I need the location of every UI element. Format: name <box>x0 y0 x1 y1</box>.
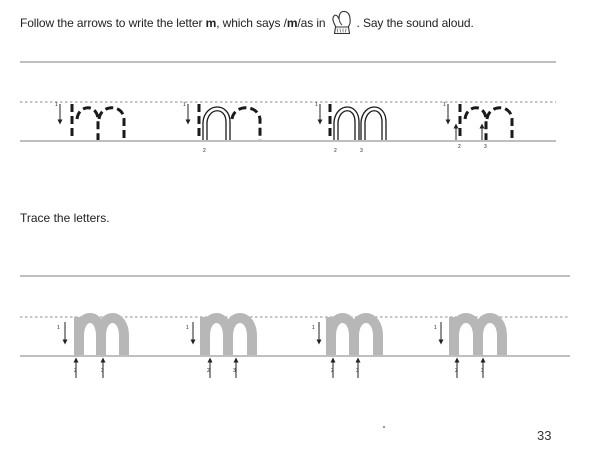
trace-letter-m-1 <box>57 317 124 378</box>
stroke-number-1: 1 <box>183 102 186 108</box>
stroke-number-2: 2 <box>458 144 461 150</box>
stroke-number-1: 1 <box>315 102 318 108</box>
trace-letter-m-2 <box>186 317 252 378</box>
stroke-number-2: 2 <box>74 368 77 374</box>
stroke-number-2: 2 <box>334 148 337 154</box>
stroke-number-1: 1 <box>57 325 60 331</box>
stroke-number-1: 1 <box>443 102 446 108</box>
instruction-tail: . Say the sound aloud. <box>356 16 474 30</box>
stroke-number-1: 1 <box>312 325 315 331</box>
stroke-number-1: 1 <box>55 102 58 108</box>
stroke-number-3: 3 <box>481 368 484 374</box>
stroke-number-2: 2 <box>455 368 458 374</box>
stroke-number-3: 3 <box>233 368 236 374</box>
dashed-letter-m-1 <box>55 102 124 140</box>
stroke-number-2: 2 <box>331 368 334 374</box>
stroke-number-1: 1 <box>186 325 189 331</box>
trace-instruction: Trace the letters. <box>20 211 110 225</box>
dashed-letter-m-4 <box>443 102 512 150</box>
trace-letter-m-4 <box>434 317 502 378</box>
instruction-prefix: Follow the arrows to write the letter <box>20 16 203 30</box>
trace-letter-m-3 <box>312 317 378 378</box>
stroke-number-2: 2 <box>207 368 210 374</box>
dashed-letter-m-2 <box>183 102 260 154</box>
scan-speck <box>383 426 385 428</box>
stroke-number-1: 1 <box>434 325 437 331</box>
instruction-middle: , which says / <box>216 16 287 30</box>
dashed-letter-m-3 <box>315 102 386 154</box>
page-number: 33 <box>537 428 552 443</box>
instruction-sound: m <box>286 16 298 30</box>
instruction-letter: m <box>205 16 217 30</box>
stroke-number-3: 3 <box>484 144 487 150</box>
stroke-number-2: 2 <box>203 148 206 154</box>
stroke-number-3: 3 <box>356 368 359 374</box>
stroke-number-3: 3 <box>101 368 104 374</box>
stroke-number-3: 3 <box>360 148 363 154</box>
instruction-suffix: /as in <box>297 16 326 30</box>
